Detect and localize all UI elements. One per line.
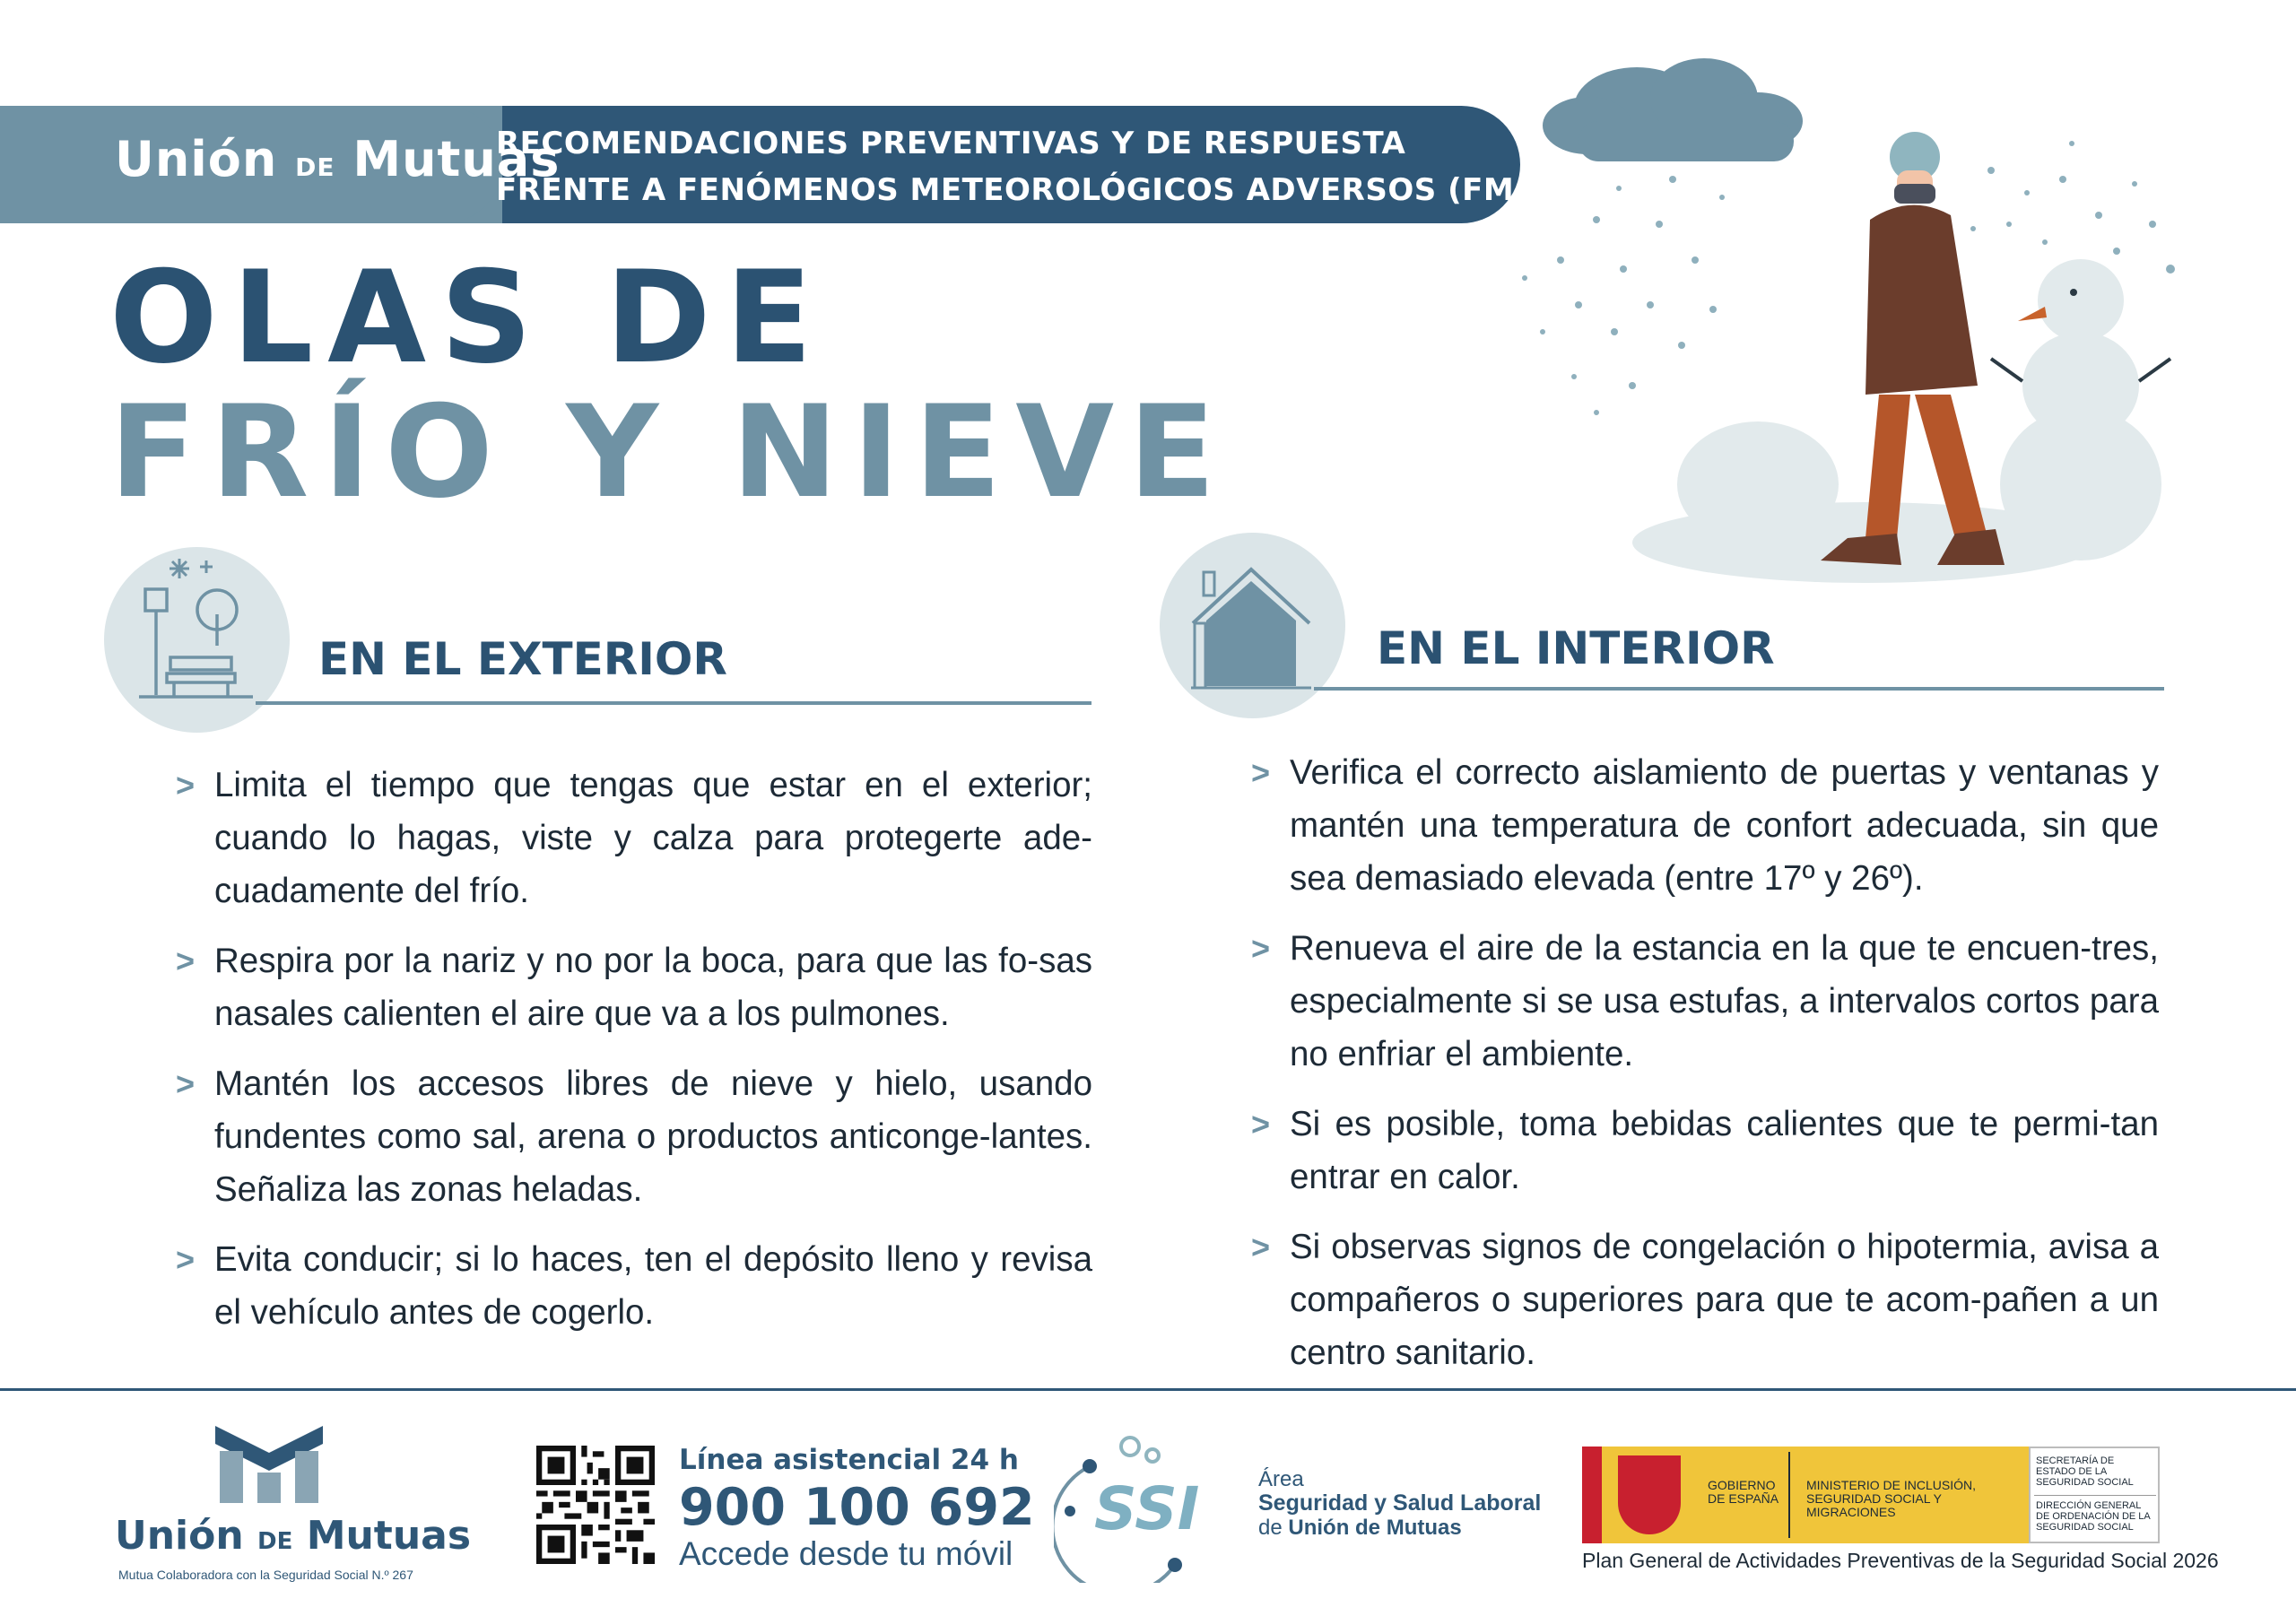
ssi-name: Seguridad y Salud Laboral bbox=[1258, 1490, 1542, 1516]
banner-heading bbox=[496, 120, 1552, 213]
brand-logo-text: Unión DE Mutuas bbox=[115, 131, 561, 187]
gov-ministerio: MINISTERIO DE INCLUSIÓN, SEGURIDAD SOCIAL Y MIGRACIONES bbox=[1806, 1478, 1977, 1519]
coat-of-arms-icon bbox=[1618, 1455, 1681, 1534]
person-figure bbox=[1821, 132, 2005, 565]
chevron-right-icon: > bbox=[176, 943, 196, 979]
park-bench-icon bbox=[135, 552, 260, 704]
chevron-right-icon: > bbox=[1251, 754, 1271, 791]
government-logo bbox=[1582, 1447, 2160, 1543]
ssi-logo-icon bbox=[1054, 1430, 1251, 1583]
list-item: > Evita conducir; si lo haces, ten el depósito lleno y revisa el vehículo antes de cogerlo. bbox=[176, 1233, 1092, 1339]
list-item: > Renueva el aire de la estancia en la que te encuen-tres, especialmente si se usa estufas, a intervalos cortos para no enfriar el ambiente. bbox=[1251, 922, 2159, 1081]
list-item: > Verifica el correcto aislamiento de puertas y ventanas y mantén una temperatura de confort adecuada, sin que sea demasiado elevada (entre 17º y 26º). bbox=[1251, 746, 2159, 905]
footer-brand-subtitle: Mutua Colaboradora con la Seguridad Social N.º 267 bbox=[118, 1568, 413, 1582]
banner-line-1: RECOMENDACIONES PREVENTIVAS Y DE RESPUESTA bbox=[496, 126, 1406, 161]
ssi-brand: de Unión de Mutuas bbox=[1258, 1516, 1462, 1540]
exterior-heading: EN EL EXTERIOR bbox=[318, 633, 727, 685]
union-de-mutuas-logo-icon bbox=[215, 1426, 323, 1507]
plan-caption: Plan General de Actividades Preventivas de la Seguridad Social 2026 bbox=[1582, 1549, 2219, 1572]
list-item: > Respira por la nariz y no por la boca, para que las fo-sas nasales calienten el aire que va a los pulmones. bbox=[176, 934, 1092, 1040]
exterior-heading-rule bbox=[256, 701, 1091, 705]
chevron-right-icon: > bbox=[176, 1241, 196, 1278]
svg-text:SSI: SSI bbox=[1094, 1474, 1200, 1543]
interior-list bbox=[1251, 746, 2159, 1396]
gov-divider bbox=[1788, 1452, 1790, 1538]
gov-secretaria-panel bbox=[2029, 1447, 2160, 1543]
list-item: > Limita el tiempo que tengas que estar en el exterior; cuando lo hagas, viste y calza para protegerte ade-cuadamente del frío. bbox=[176, 759, 1092, 917]
page-title-line-1: OLAS DE bbox=[109, 244, 827, 392]
list-item: > Si observas signos de congelación o hipotermia, avisa a compañeros o superiores para que te acom-pañen a un centro sanitario. bbox=[1251, 1221, 2159, 1379]
interior-heading: EN EL INTERIOR bbox=[1377, 622, 1775, 674]
list-item: > Si es posible, toma bebidas calientes que te permi-tan entrar en calor. bbox=[1251, 1098, 2159, 1203]
helpline-phone[interactable]: 900 100 692 bbox=[679, 1478, 1035, 1537]
chevron-right-icon: > bbox=[176, 767, 196, 804]
chevron-right-icon: > bbox=[176, 1065, 196, 1102]
footer-brand: Unión DE Mutuas bbox=[115, 1513, 472, 1559]
gov-direccion: DIRECCIÓN GENERAL DE ORDENACIÓN DE LA SEGURIDAD SOCIAL bbox=[2036, 1500, 2151, 1533]
gov-secretaria: SECRETARÍA DE ESTADO DE LA SEGURIDAD SOCIAL bbox=[2036, 1455, 2134, 1488]
banner-line-2: FRENTE A FENÓMENOS METEOROLÓGICOS ADVERSOS (FMA) bbox=[496, 172, 1553, 208]
chevron-right-icon: > bbox=[1251, 930, 1271, 967]
house-icon bbox=[1184, 565, 1318, 691]
chevron-right-icon: > bbox=[1251, 1106, 1271, 1142]
cloud-icon bbox=[1543, 58, 1803, 161]
exterior-list bbox=[176, 759, 1092, 1356]
winter-person-illustration bbox=[1489, 36, 2188, 583]
qr-code[interactable] bbox=[536, 1446, 655, 1564]
helpline-label: Línea asistencial 24 h bbox=[679, 1444, 1019, 1476]
ssi-area-label: Área bbox=[1258, 1467, 1304, 1491]
spain-flag-icon bbox=[1582, 1447, 1602, 1543]
chevron-right-icon: > bbox=[1251, 1229, 1271, 1265]
snowman-icon bbox=[1991, 259, 2170, 560]
list-item: > Mantén los accesos libres de nieve y hielo, usando fundentes como sal, arena o productos anticonge-lantes. Señaliza las zonas heladas. bbox=[176, 1057, 1092, 1216]
gov-gobierno: GOBIERNO DE ESPAÑA bbox=[1708, 1478, 1779, 1506]
page-title-line-2: FRÍO Y NIEVE bbox=[109, 378, 1231, 526]
footer-divider bbox=[0, 1388, 2296, 1391]
helpline-subtext: Accede desde tu móvil bbox=[679, 1535, 1013, 1572]
interior-heading-rule bbox=[1314, 687, 2164, 691]
